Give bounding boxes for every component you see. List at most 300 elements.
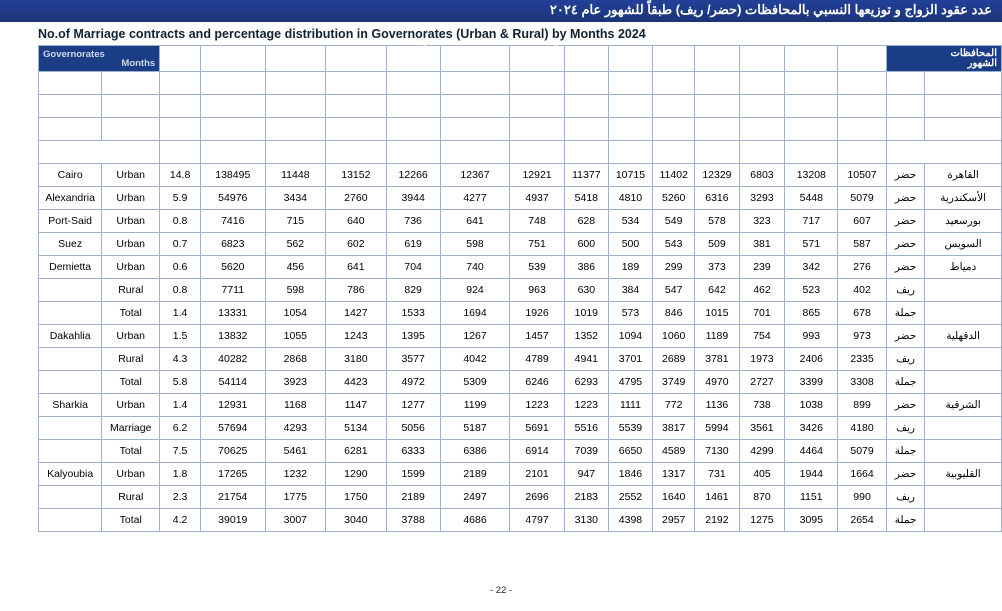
header-corner-arabic: المحافظات الشهور xyxy=(886,46,1001,72)
row-value: 7416 xyxy=(200,210,265,233)
row-value: 3577 xyxy=(386,348,440,371)
total-row xyxy=(39,72,1002,95)
row-value: 7039 xyxy=(564,440,608,463)
header-column-may: مايو May xyxy=(653,46,695,72)
row-value: 630 xyxy=(564,279,608,302)
row-value: 3180 xyxy=(326,348,387,371)
distribution-label-ar: التوزيع النسبي % xyxy=(886,141,1001,164)
row-value: 1290 xyxy=(326,463,387,486)
row-value: 2552 xyxy=(608,486,652,509)
distribution-value: 7.8 xyxy=(785,141,838,164)
distribution-value: 6.9 xyxy=(265,141,326,164)
row-type-ar: ريف xyxy=(886,279,924,302)
total-row-value: 19917 xyxy=(739,72,785,95)
row-value: 1277 xyxy=(386,394,440,417)
row-value: 947 xyxy=(564,463,608,486)
row-value: 829 xyxy=(386,279,440,302)
row-value: 598 xyxy=(440,233,510,256)
row-value: 6386 xyxy=(440,440,510,463)
row-type: Urban xyxy=(102,233,160,256)
distribution-value: 8.3 xyxy=(326,141,387,164)
row-value: 523 xyxy=(785,279,838,302)
row-type: Urban xyxy=(102,210,160,233)
row-value: 899 xyxy=(838,394,887,417)
row-value: 1168 xyxy=(265,394,326,417)
total-row-type: Rural xyxy=(102,95,160,118)
row-value: 5691 xyxy=(510,417,564,440)
row-type-ar: حضر xyxy=(886,187,924,210)
row-value: 5620 xyxy=(200,256,265,279)
row-value: 973 xyxy=(838,325,887,348)
row-type-ar: ريف xyxy=(886,417,924,440)
row-value: 6333 xyxy=(386,440,440,463)
row-governorate xyxy=(39,417,102,440)
row-governorate: Alexandria xyxy=(39,187,102,210)
row-value: 57694 xyxy=(200,417,265,440)
row-value: 1232 xyxy=(265,463,326,486)
row-value: 13152 xyxy=(326,164,387,187)
row-value: 3308 xyxy=(838,371,887,394)
row-value: 4423 xyxy=(326,371,387,394)
row-value: 4795 xyxy=(608,371,652,394)
row-value: 607 xyxy=(838,210,887,233)
row-value: 641 xyxy=(440,210,510,233)
row-type: Rural xyxy=(102,279,160,302)
row-value: 5309 xyxy=(440,371,510,394)
row-value: 4293 xyxy=(265,417,326,440)
row-value: 4941 xyxy=(564,348,608,371)
row-dist-pct: 4.3 xyxy=(160,348,201,371)
row-value: 543 xyxy=(653,233,695,256)
row-value: 13331 xyxy=(200,302,265,325)
row-value: 3040 xyxy=(326,509,387,532)
row-value: 4789 xyxy=(510,348,564,371)
row-governorate-ar: القليوبية xyxy=(925,463,1002,486)
row-value: 2696 xyxy=(510,486,564,509)
total-row-dist: 42.2 xyxy=(160,72,201,95)
distribution-value: 9.5 xyxy=(608,141,652,164)
row-value: 1111 xyxy=(608,394,652,417)
distribution-value: 9.1 xyxy=(695,141,739,164)
row-value: 70625 xyxy=(200,440,265,463)
row-value: 754 xyxy=(739,325,785,348)
row-dist-pct: 4.2 xyxy=(160,509,201,532)
total-row-value: 48396 xyxy=(739,118,785,141)
row-value: 12931 xyxy=(200,394,265,417)
row-value: 3749 xyxy=(653,371,695,394)
total-row-value: 541524 xyxy=(200,95,265,118)
row-value: 619 xyxy=(386,233,440,256)
row-value: 1926 xyxy=(510,302,564,325)
row-value: 40282 xyxy=(200,348,265,371)
row-type: Marriage xyxy=(102,417,160,440)
row-value: 5994 xyxy=(695,417,739,440)
row-value: 547 xyxy=(653,279,695,302)
row-value: 5448 xyxy=(785,187,838,210)
row-value: 10507 xyxy=(838,164,887,187)
distribution-value: 5.2 xyxy=(739,141,785,164)
header-column-april: ابريل April xyxy=(695,46,739,72)
row-value: 3130 xyxy=(564,509,608,532)
table-row xyxy=(39,325,1002,348)
row-value: 7130 xyxy=(695,440,739,463)
table-row xyxy=(39,486,1002,509)
row-dist-pct: 1.5 xyxy=(160,325,201,348)
row-value: 1461 xyxy=(695,486,739,509)
row-value: 2406 xyxy=(785,348,838,371)
row-governorate-ar xyxy=(925,348,1002,371)
total-row xyxy=(39,95,1002,118)
row-value: 2957 xyxy=(653,509,695,532)
total-row-value: 35405 xyxy=(695,72,739,95)
row-value: 3007 xyxy=(265,509,326,532)
row-value: 1060 xyxy=(653,325,695,348)
row-type: Urban xyxy=(102,256,160,279)
row-value: 1267 xyxy=(440,325,510,348)
row-value: 6803 xyxy=(739,164,785,187)
row-value: 12367 xyxy=(440,164,510,187)
row-type-ar: حضر xyxy=(886,256,924,279)
row-value: 4937 xyxy=(510,187,564,210)
row-value: 5260 xyxy=(653,187,695,210)
row-dist-pct: 0.8 xyxy=(160,210,201,233)
total-row-value: 94531 xyxy=(510,118,564,141)
row-value: 736 xyxy=(386,210,440,233)
row-value: 381 xyxy=(739,233,785,256)
row-value: 21754 xyxy=(200,486,265,509)
row-value: 462 xyxy=(739,279,785,302)
total-row-value: 88908 xyxy=(608,118,652,141)
row-value: 13208 xyxy=(785,164,838,187)
row-value: 2189 xyxy=(440,463,510,486)
row-value: 641 xyxy=(326,256,387,279)
row-value: 1151 xyxy=(785,486,838,509)
row-value: 5187 xyxy=(440,417,510,440)
row-value: 4398 xyxy=(608,509,652,532)
distribution-total: 100 xyxy=(160,141,201,164)
row-value: 678 xyxy=(838,302,887,325)
row-value: 2497 xyxy=(440,486,510,509)
row-value: 3944 xyxy=(386,187,440,210)
header-column-june: يونيو June xyxy=(608,46,652,72)
row-value: 642 xyxy=(695,279,739,302)
table-row xyxy=(39,348,1002,371)
row-governorate-ar: الشرقية xyxy=(925,394,1002,417)
row-value: 4277 xyxy=(440,187,510,210)
row-value: 3781 xyxy=(695,348,739,371)
distribution-value: 9.8 xyxy=(564,141,608,164)
row-type-ar: حضر xyxy=(886,233,924,256)
row-governorate-ar: القاهرة xyxy=(925,164,1002,187)
header-column-november: نوفمبر November xyxy=(326,46,387,72)
table-row xyxy=(39,417,1002,440)
distribution-value: 9.1 xyxy=(386,141,440,164)
row-value: 2335 xyxy=(838,348,887,371)
row-value: 598 xyxy=(265,279,326,302)
row-value: 276 xyxy=(838,256,887,279)
table-row xyxy=(39,440,1002,463)
header-column-march: مارس March xyxy=(739,46,785,72)
row-value: 1189 xyxy=(695,325,739,348)
row-value: 5134 xyxy=(326,417,387,440)
row-value: 1352 xyxy=(564,325,608,348)
total-row-value: 38511 xyxy=(510,72,564,95)
row-value: 5516 xyxy=(564,417,608,440)
row-type-ar: حضر xyxy=(886,325,924,348)
row-value: 11402 xyxy=(653,164,695,187)
row-dist-pct: 5.8 xyxy=(160,371,201,394)
total-row-value: 88202 xyxy=(440,118,510,141)
row-dist-pct: 6.2 xyxy=(160,417,201,440)
page-title: No.of Marriage contracts and percentage distribution in Governorates (Urban & Rural) by Months 2024 xyxy=(38,27,646,41)
row-value: 6281 xyxy=(326,440,387,463)
row-value: 3434 xyxy=(265,187,326,210)
row-dist-pct: 2.3 xyxy=(160,486,201,509)
row-governorate xyxy=(39,302,102,325)
row-value: 1750 xyxy=(326,486,387,509)
row-value: 748 xyxy=(510,210,564,233)
total-row-dist: - xyxy=(160,118,201,141)
row-value: 731 xyxy=(695,463,739,486)
row-type: Total xyxy=(102,509,160,532)
table-row xyxy=(39,509,1002,532)
total-row-value: 44071 xyxy=(326,95,387,118)
total-row-value: 55528 xyxy=(564,95,608,118)
row-value: 2183 xyxy=(564,486,608,509)
total-row-value: 36149 xyxy=(564,72,608,95)
row-value: 5418 xyxy=(564,187,608,210)
total-row-value: 39376 xyxy=(653,95,695,118)
distribution-value: 7.2 xyxy=(838,141,887,164)
row-value: 4180 xyxy=(838,417,887,440)
table-row xyxy=(39,164,1002,187)
row-governorate: Port-Said xyxy=(39,210,102,233)
row-value: 4970 xyxy=(695,371,739,394)
row-value: 786 xyxy=(326,279,387,302)
row-governorate-ar xyxy=(925,279,1002,302)
row-value: 402 xyxy=(838,279,887,302)
row-value: 2189 xyxy=(386,486,440,509)
total-row xyxy=(39,118,1002,141)
row-dist-pct: 0.6 xyxy=(160,256,201,279)
row-value: 54114 xyxy=(200,371,265,394)
row-type: Urban xyxy=(102,394,160,417)
row-governorate: Cairo xyxy=(39,164,102,187)
row-value: 1694 xyxy=(440,302,510,325)
table-row xyxy=(39,233,1002,256)
row-governorate-ar: الدقهلية xyxy=(925,325,1002,348)
row-value: 772 xyxy=(653,394,695,417)
total-label-ar: الإجمالي xyxy=(925,72,1002,95)
row-value: 1640 xyxy=(653,486,695,509)
header-column-october: أكتوبر October xyxy=(386,46,440,72)
total-row-value: 28479 xyxy=(739,95,785,118)
row-value: 751 xyxy=(510,233,564,256)
row-value: 993 xyxy=(785,325,838,348)
row-type-ar: جملة xyxy=(886,440,924,463)
row-governorate-ar: دمياط xyxy=(925,256,1002,279)
table-header-row xyxy=(39,46,1002,72)
row-value: 534 xyxy=(608,210,652,233)
row-value: 384 xyxy=(608,279,652,302)
row-type-ar: حضر xyxy=(886,394,924,417)
row-value: 373 xyxy=(695,256,739,279)
distribution-empty xyxy=(200,141,265,164)
row-value: 1317 xyxy=(653,463,695,486)
row-value: 239 xyxy=(739,256,785,279)
row-value: 323 xyxy=(739,210,785,233)
row-value: 2192 xyxy=(695,509,739,532)
total-label-ar xyxy=(925,95,1002,118)
row-type-ar: حضر xyxy=(886,210,924,233)
total-label: Total xyxy=(39,72,102,95)
total-row-value: 91677 xyxy=(564,118,608,141)
row-dist-pct: 1.4 xyxy=(160,302,201,325)
table-row xyxy=(39,187,1002,210)
table-row xyxy=(39,463,1002,486)
row-value: 6293 xyxy=(564,371,608,394)
arabic-title-banner xyxy=(0,0,1002,22)
row-dist-pct: 5.9 xyxy=(160,187,201,210)
total-row-value: 50358 xyxy=(386,95,440,118)
page-number: - 22 - xyxy=(489,585,513,596)
distribution-label: distribution % xyxy=(39,141,160,164)
total-row-value: 29326 xyxy=(265,72,326,95)
table-body xyxy=(39,46,1002,532)
total-row-value: 52078 xyxy=(440,95,510,118)
table-row xyxy=(39,210,1002,233)
row-value: 587 xyxy=(838,233,887,256)
row-dist-pct: 0.7 xyxy=(160,233,201,256)
total-row-value: 71164 xyxy=(653,118,695,141)
row-type-ar: ريف xyxy=(886,348,924,371)
row-type: Rural xyxy=(102,486,160,509)
row-value: 3561 xyxy=(739,417,785,440)
row-value: 4810 xyxy=(608,187,652,210)
row-type: Total xyxy=(102,302,160,325)
row-governorate-ar: السويس xyxy=(925,233,1002,256)
row-value: 578 xyxy=(695,210,739,233)
total-row-value: 77451 xyxy=(326,118,387,141)
row-value: 924 xyxy=(440,279,510,302)
row-value: 12266 xyxy=(386,164,440,187)
row-type: Rural xyxy=(102,348,160,371)
total-label xyxy=(39,95,102,118)
row-governorate-ar: بورسعيد xyxy=(925,210,1002,233)
row-value: 1846 xyxy=(608,463,652,486)
total-row-type-ar: حضر xyxy=(886,72,924,95)
total-row-value: 34104 xyxy=(608,72,652,95)
row-governorate xyxy=(39,509,102,532)
row-value: 1243 xyxy=(326,325,387,348)
row-governorate xyxy=(39,440,102,463)
total-row-value: 33380 xyxy=(326,72,387,95)
row-value: 870 xyxy=(739,486,785,509)
row-type-ar: ريف xyxy=(886,486,924,509)
row-value: 4589 xyxy=(653,440,695,463)
total-row-value: 85645 xyxy=(695,118,739,141)
total-row-value: 64822 xyxy=(265,118,326,141)
row-governorate-ar xyxy=(925,509,1002,532)
row-type-ar: جملة xyxy=(886,302,924,325)
row-value: 1664 xyxy=(838,463,887,486)
row-value: 1136 xyxy=(695,394,739,417)
row-value: 189 xyxy=(608,256,652,279)
row-value: 1395 xyxy=(386,325,440,348)
row-value: 3788 xyxy=(386,509,440,532)
row-value: 11448 xyxy=(265,164,326,187)
row-value: 6823 xyxy=(200,233,265,256)
row-type-ar: جملة xyxy=(886,371,924,394)
arabic-title-text: عدد عقود الزواج و توزيعها النسبي بالمحافظات (حضر/ ريف) طبقاً للشهور عام ٢٠٢٤ xyxy=(549,2,992,17)
table-row xyxy=(39,256,1002,279)
row-value: 3399 xyxy=(785,371,838,394)
row-value: 5056 xyxy=(386,417,440,440)
row-value: 1427 xyxy=(326,302,387,325)
row-value: 1055 xyxy=(265,325,326,348)
row-value: 1094 xyxy=(608,325,652,348)
row-dist-pct: 1.4 xyxy=(160,394,201,417)
row-value: 456 xyxy=(265,256,326,279)
row-type: Total xyxy=(102,371,160,394)
row-value: 1038 xyxy=(785,394,838,417)
row-value: 715 xyxy=(265,210,326,233)
row-governorate xyxy=(39,486,102,509)
row-value: 7711 xyxy=(200,279,265,302)
row-type-ar: حضر xyxy=(886,164,924,187)
header-dist-pct: dist % xyxy=(160,46,201,72)
row-value: 1973 xyxy=(739,348,785,371)
row-value: 4797 xyxy=(510,509,564,532)
row-type-ar: حضر xyxy=(886,463,924,486)
row-value: 509 xyxy=(695,233,739,256)
row-value: 3817 xyxy=(653,417,695,440)
row-value: 2727 xyxy=(739,371,785,394)
row-value: 704 xyxy=(386,256,440,279)
row-value: 5461 xyxy=(265,440,326,463)
total-row-value: 35171 xyxy=(386,72,440,95)
header-column-august: أغسطس August xyxy=(510,46,564,72)
row-value: 1199 xyxy=(440,394,510,417)
table-row xyxy=(39,394,1002,417)
header-column-july: يوليو July xyxy=(564,46,608,72)
header-column-january: يناير January xyxy=(838,46,887,72)
row-type: Total xyxy=(102,440,160,463)
row-value: 571 xyxy=(785,233,838,256)
row-type: Urban xyxy=(102,187,160,210)
distribution-value: 10.1 xyxy=(510,141,564,164)
table-row xyxy=(39,302,1002,325)
row-value: 12329 xyxy=(695,164,739,187)
total-row-value: 36124 xyxy=(440,72,510,95)
row-value: 602 xyxy=(326,233,387,256)
row-value: 846 xyxy=(653,302,695,325)
row-value: 138495 xyxy=(200,164,265,187)
row-dist-pct: 7.5 xyxy=(160,440,201,463)
row-value: 1147 xyxy=(326,394,387,417)
total-row-value: 50240 xyxy=(695,95,739,118)
row-value: 10715 xyxy=(608,164,652,187)
row-value: 2654 xyxy=(838,509,887,532)
total-row-type: Total xyxy=(102,118,160,141)
distribution-percent-row xyxy=(39,141,1002,164)
row-value: 6316 xyxy=(695,187,739,210)
row-type: Urban xyxy=(102,325,160,348)
row-value: 1944 xyxy=(785,463,838,486)
row-value: 1599 xyxy=(386,463,440,486)
row-dist-pct: 1.8 xyxy=(160,463,201,486)
row-value: 17265 xyxy=(200,463,265,486)
